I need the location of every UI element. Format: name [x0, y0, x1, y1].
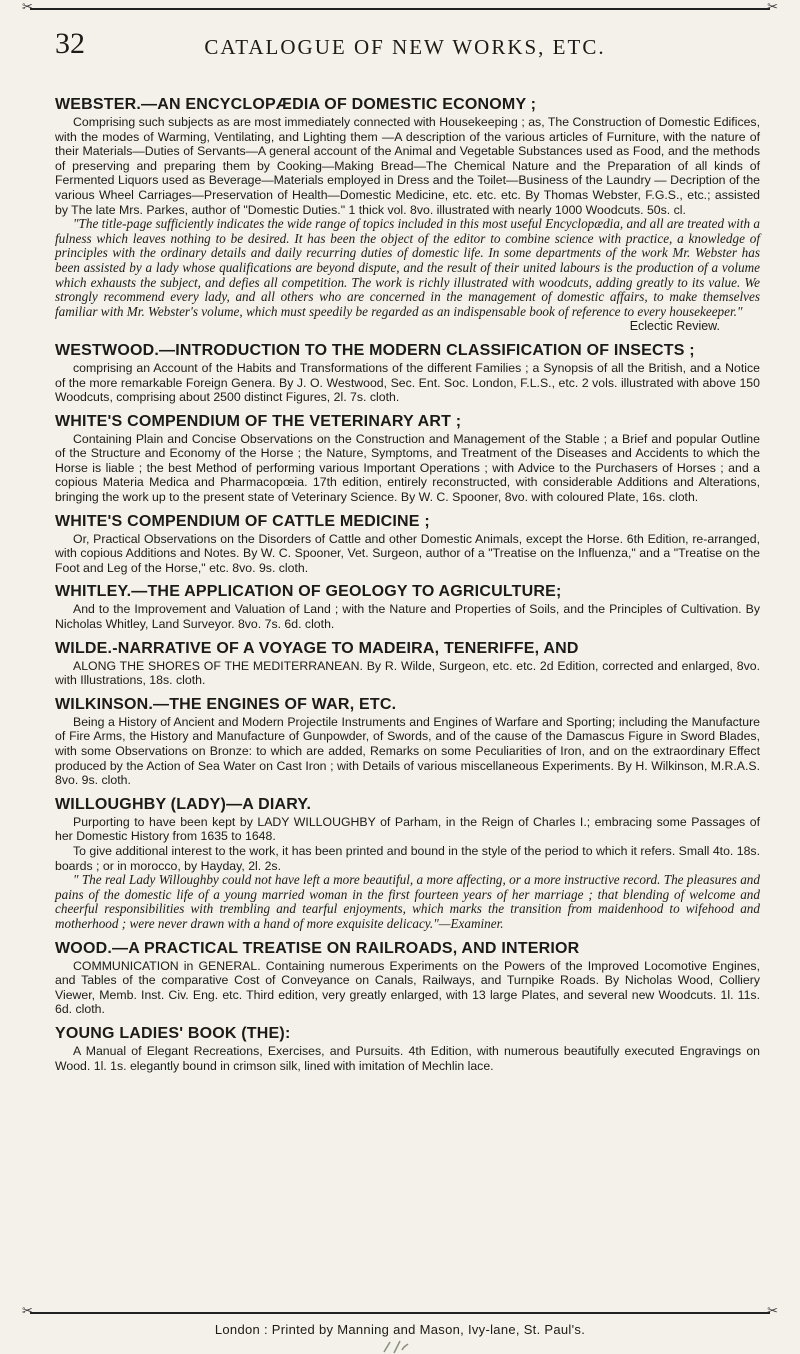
catalogue-entries	[55, 95, 760, 1080]
entry-title: WILKINSON.—THE ENGINES OF WAR, ETC.	[55, 695, 397, 713]
entry-description-continued: To give additional interest to the work, it has been printed and bound in the style of the period to which it refers. Small 4to. 18s. boards ; or in morocco, by Hayday, 2l. 2s.	[55, 843, 760, 873]
ornament-icon: ✂	[22, 0, 33, 15]
page-header	[55, 26, 755, 62]
ornament-icon: ✂	[767, 0, 778, 15]
library-stamp-mark	[380, 1340, 410, 1354]
catalogue-entry	[55, 939, 760, 1017]
running-title: CATALOGUE OF NEW WORKS, ETC.	[204, 35, 606, 59]
ornament-icon: ✂	[767, 1304, 778, 1319]
catalogue-entry	[55, 95, 760, 334]
page-number: 32	[55, 27, 85, 60]
entry-title: WILDE.-NARRATIVE OF A VOYAGE TO MADEIRA, TENERIFFE, AND	[55, 639, 579, 657]
entry-title: WILLOUGHBY (LADY)—A DIARY.	[55, 795, 312, 813]
entry-description: Purporting to have been kept by LADY WILLOUGHBY of Parham, in the Reign of Charles I.; embracing some Passages of her Domestic History from 1635 to 1648.	[55, 814, 760, 844]
catalogue-entry	[55, 412, 760, 505]
entry-title: WESTWOOD.—INTRODUCTION TO THE MODERN CLASSIFICATION OF INSECTS ;	[55, 341, 695, 359]
ornament-icon: ✂	[22, 1304, 33, 1319]
entry-description: And to the Improvement and Valuation of Land ; with the Nature and Properties of Soils, and the Principles of Cultivation. By Nicholas Whitley, Land Surveyor. 8vo. 7s. 6d. cloth.	[55, 602, 760, 632]
entry-description: COMMUNICATION in GENERAL. Containing numerous Experiments on the Powers of the Improved Locomotive Engines, and Tables of the comparative Cost of Conveyance on Canals, Railways, and Turnpike Roads. By Nicholas Wood, Colliery Viewer, Memb. Inst. Civ. Eng. etc. Third edition, very greatly enlarged, with 13 large Plates, and several new Woodcuts. 1l. 11s. 6d. cloth.	[55, 958, 760, 1017]
entry-title: YOUNG LADIES' BOOK (THE):	[55, 1024, 291, 1042]
entry-description: Comprising such subjects as are most immediately connected with Housekeeping ; as, The Construction of Domestic Edifices, with the modes of Warming, Ventilating, and Lighting them —A description of the various articles of Furniture, with the nature of their Materials—Duties of Servants—A general account of the Animal and Vegetable Substances used as Food, and the methods of preserving and preparing them by Cooking—Making Bread—The Chemical Nature and the Preparation of all kinds of Fermented Liquors used as Beverage—Materials employed in Dress and the Toilet—Business of the Laundry — Decription of the various Wheel Carriages—Preservation of Health—Domestic Medicine, etc. etc. etc. By Thomas Webster, F.G.S., etc.; assisted by The late Mrs. Parkes, author of "Domestic Duties." 1 thick vol. 8vo. illustrated with nearly 1000 Woodcuts. 50s. cl.	[55, 115, 760, 217]
top-rule	[30, 8, 770, 10]
review-quote: "The title-page sufficiently indicates the wide range of topics included in this most useful Encyclopædia, and all are treated with a fulness which leaves nothing to be desired. It has been the object of the editor to combine science with practice, a knowledge of principles with the ordinary details and daily recurring duties of domestic life. In some departments of the work Mr. Webster has been assisted by a lady whose qualifications are beyond dispute, and the result of their united labours is the production of a volume which exhausts the subject, and defies all competition. The work is richly illustrated with woodcuts, adding greatly to its value. We strongly recommend every lady, and all others who are concerned in the management of domestic affairs, to make themselves familiar with Mr. Webster's volume, which must speedily be regarded as an indispensable book of reference to every housekeeper."	[55, 216, 760, 319]
entry-title: WOOD.—A PRACTICAL TREATISE ON RAILROADS, AND INTERIOR	[55, 939, 580, 957]
catalogue-entry	[55, 512, 760, 576]
bottom-rule	[30, 1312, 770, 1314]
entry-description: ALONG THE SHORES OF THE MEDITERRANEAN. By R. Wilde, Surgeon, etc. etc. 2d Edition, corrected and enlarged, 8vo. with Illustrations, 18s. cloth.	[55, 658, 760, 688]
catalogue-entry	[55, 639, 760, 688]
catalogue-entry	[55, 1024, 760, 1073]
entry-title: WHITE'S COMPENDIUM OF THE VETERINARY ART ;	[55, 412, 462, 430]
entry-title: WHITLEY.—THE APPLICATION OF GEOLOGY TO AGRICULTURE;	[55, 583, 562, 601]
catalogue-entry	[55, 341, 760, 405]
catalogue-entry	[55, 795, 760, 932]
review-quote: " The real Lady Willoughby could not have left a more beautiful, a more affecting, or a more instructive record. The pleasures and pains of the domestic life of a young married woman in the first fourteen years of her marriage ; that blending of welcome and cheerful responsibilities with trembling and tearful enjoyments, which marks the transition from maidenhood to wifehood and motherhood ; were never drawn with a hand of more exquisite delicacy."—Examiner.	[55, 872, 760, 931]
catalogue-entry	[55, 695, 760, 788]
entry-description: comprising an Account of the Habits and Transformations of the different Families ; a Synopsis of all the British, and a Notice of the more remarkable Foreign Genera. By J. O. Westwood, Sec. Ent. Soc. London, F.L.S., etc. 2 vols. illustrated with above 150 Woodcuts, comprising about 2500 distinct Figures, 2l. 7s. cloth.	[55, 360, 760, 405]
review-source: Eclectic Review.	[629, 319, 720, 334]
entry-description: A Manual of Elegant Recreations, Exercises, and Pursuits. 4th Edition, with numerous beautifully executed Engravings on Wood. 1l. 1s. elegantly bound in crimson silk, lined with imitation of Mechlin lace.	[55, 1043, 760, 1073]
catalogue-entry	[55, 582, 760, 631]
entry-description: Or, Practical Observations on the Disorders of Cattle and other Domestic Animals, except the Horse. 6th Edition, re-arranged, with copious Additions and Notes. By W. C. Spooner, Vet. Surgeon, author of a "Treatise on the Influenza," and a "Treatise on the Foot and Leg of the Horse," etc. 8vo. 9s. cloth.	[55, 531, 760, 575]
entry-title: WEBSTER.—AN ENCYCLOPÆDIA OF DOMESTIC ECONOMY ;	[55, 96, 537, 113]
entry-description: Containing Plain and Concise Observations on the Construction and Management of the Stable ; a Brief and popular Outline of the Structure and Economy of the Horse ; the Nature, Symptoms, and Treatment of the Diseases and Accidents to which the Horse is liable ; the best Method of performing various Important Operations ; with Advice to the Purchasers of Horses ; and a copious Materia Medica and Pharmacopœia. 17th edition, entirely reconstructed, with considerable Additions and Alterations, bringing the work up to the present state of Veterinary Science. By W. C. Spooner, 8vo. with coloured Plate, 16s. cloth.	[55, 431, 760, 505]
entry-description: Being a History of Ancient and Modern Projectile Instruments and Engines of Warfare and Sporting; including the Manufacture of Fire Arms, the History and Manufacture of Gunpowder, of Swords, and of the cause of the Damascus Figure in Sword Blades, with some Observations on Bronze: to which are added, Remarks on some Peculiarities of Iron, and on the extraordinary Effect produced by the Action of Sea Water on Cast Iron ; with Details of various miscellaneous Experiments. By H. Wilkinson, M.R.A.S. 8vo. 9s. cloth.	[55, 714, 760, 788]
printer-imprint: London : Printed by Manning and Mason, Ivy-lane, St. Paul's.	[214, 1322, 586, 1337]
entry-title: WHITE'S COMPENDIUM OF CATTLE MEDICINE ;	[55, 512, 430, 530]
